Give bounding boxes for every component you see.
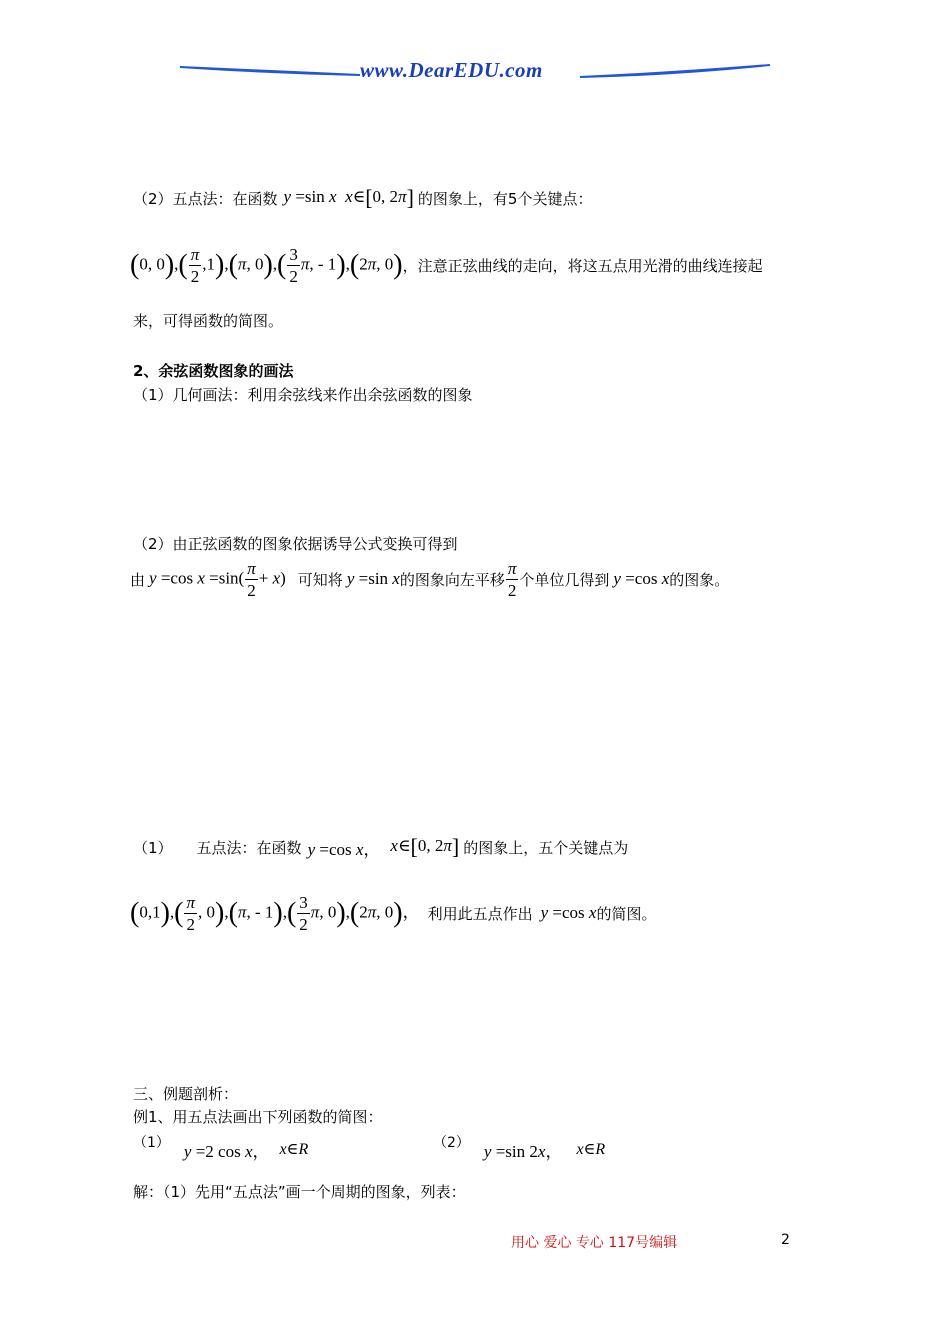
formula-y-sin-x-domain: y =sin x x∈[0, 2π]: [283, 185, 414, 210]
formula-cos-key-points: (0,1),( $\frac{\pi}{2}$ , 0),(π, - 1),( $\frac{3}{2}$ π, 0),(2π, 0)，: [130, 892, 420, 934]
formula-x-in-r-2: x∈R: [576, 1141, 606, 1158]
formula-sin-key-points: (0, 0),( $\frac{\pi}{2}$ ,1),(π, 0),( $\frac{3}{2}$ π, - 1),(2π, 0): [130, 244, 403, 286]
paragraph-induction-formula: （2）由正弦函数的图象依据诱导公式变换可得到: [133, 535, 458, 553]
p6-prefix: 由: [130, 570, 146, 589]
p7-label: （1）: [133, 838, 173, 857]
formula-y-cos-x: y =cos x: [613, 569, 670, 588]
p7-prefix: 五点法：在函数: [196, 838, 302, 857]
paragraph-cos-key-points: [130, 888, 656, 938]
solution-line: 解：（1）先用“五点法”画一个周期的图象，列表：: [133, 1183, 466, 1201]
formula-y-cos-x-def: y =cos x，: [307, 839, 381, 859]
paragraph-continuation: 来，可得函数的简图。: [133, 312, 284, 330]
p2-suffix: ，注意正弦曲线的走向，将这五点用光滑的曲线连接起: [402, 256, 763, 275]
paragraph-geometric-method: （1）几何画法：利用余弦线来作出余弦函数的图象: [133, 386, 473, 404]
header-banner: [170, 50, 780, 90]
item2-label: （2）: [433, 1135, 470, 1151]
p8-mid: 利用此五点作出: [427, 904, 533, 923]
formula-y-sin-x: y =sin x: [346, 569, 400, 588]
paragraph-five-point-cos: [133, 832, 628, 862]
example-1-item-1: [133, 1132, 308, 1166]
p1-suffix: 的图象上，有5个关键点：: [417, 189, 593, 208]
formula-pi-over-2: $\frac{\pi}{2}$: [507, 558, 517, 600]
formula-y-2cos-x: y =2 cos x，: [183, 1141, 270, 1161]
p7-suffix: 的图象上，五个关键点为: [463, 838, 629, 857]
p6-mid1: 可知将: [297, 570, 343, 589]
example-1-item-2: [433, 1132, 605, 1166]
page-number: 2: [781, 1232, 790, 1248]
site-title[interactable]: www.DearEDU.com: [360, 58, 543, 82]
formula-y-sin-2x: y =sin 2x，: [483, 1141, 563, 1161]
paragraph-five-point-sin: [133, 183, 592, 213]
example-1-title: 例1、用五点法画出下列函数的简图：: [133, 1108, 383, 1126]
p1-prefix: （2）五点法：在函数: [133, 189, 278, 208]
formula-x-in-r-1: x∈R: [279, 1141, 309, 1158]
formula-cos-domain: x∈[0, 2π]: [390, 834, 460, 859]
paragraph-sin-key-points: [130, 240, 763, 290]
p6-mid2: 的图象向左平移: [399, 570, 505, 589]
p6-mid3: 个单位几得到: [519, 570, 610, 589]
paragraph-shift-relation: [130, 556, 729, 602]
section-examples-heading: 三、例题剖析：: [133, 1085, 239, 1103]
p6-suffix: 的图象。: [669, 570, 730, 589]
footer-editor-note: 用心 爱心 专心 117号编辑: [511, 1235, 678, 1251]
item1-label: （1）: [133, 1135, 170, 1151]
formula-cos-equals-sin: y =cos x =sin( $\frac{\pi}{2}$ + x): [149, 558, 286, 600]
section-cos-heading: 2、余弦函数图象的画法: [133, 362, 294, 380]
p8-suffix: 的简图。: [596, 904, 657, 923]
formula-y-cos-x-sketch: y =cos x: [540, 903, 597, 922]
